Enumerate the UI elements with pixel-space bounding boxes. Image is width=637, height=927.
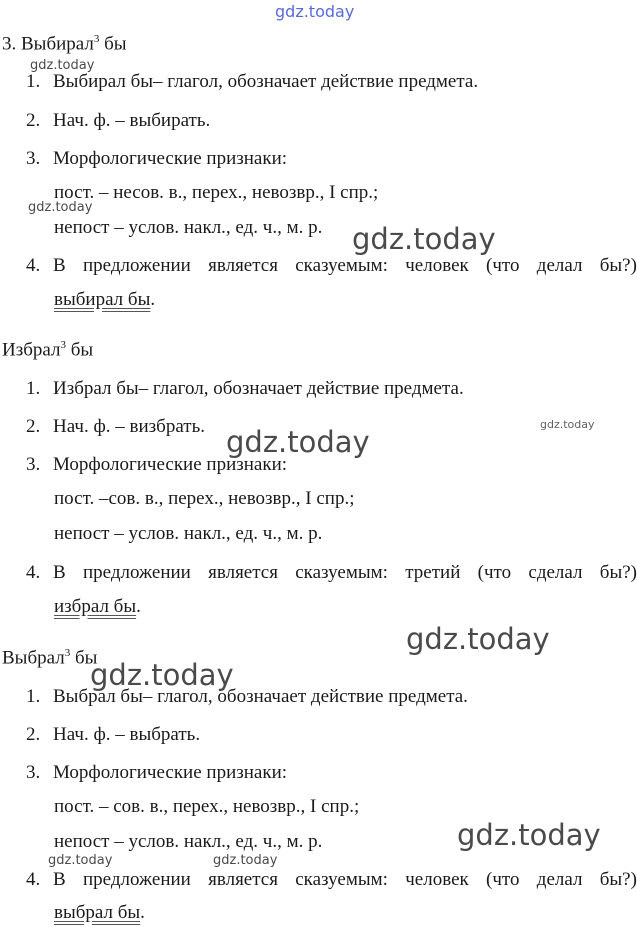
item-text: Выбрал бы– глагол, обозначает действие предмета. <box>53 686 468 707</box>
item-word: является <box>208 562 278 583</box>
item-word: человек <box>405 869 469 890</box>
item-number: 1. <box>26 686 41 707</box>
watermark: gdz.today <box>28 200 93 215</box>
item-word: сказуемым: <box>295 869 388 890</box>
item-word: сделал <box>528 562 583 583</box>
heading-sup: 3 <box>64 647 71 659</box>
list-item <box>26 378 464 400</box>
item-word: бы?) <box>599 255 637 276</box>
item-number: 3. <box>26 454 41 475</box>
item-text: Морфологические признаки: <box>53 148 288 169</box>
watermark: gdz.today <box>90 658 234 692</box>
section-heading <box>2 642 97 669</box>
heading-text: Выбрал <box>2 647 65 669</box>
item-word: бы?) <box>599 869 637 890</box>
item-number: 3. <box>26 762 41 783</box>
item-text: Нач. ф. – выбрать. <box>53 724 201 745</box>
item-word: предложении <box>82 869 191 890</box>
list-item <box>26 255 637 277</box>
watermark: gdz.today <box>406 622 550 656</box>
list-item <box>26 762 287 784</box>
item-word: (что <box>486 255 520 276</box>
section-heading <box>2 28 127 55</box>
watermark: gdz.today <box>226 425 370 459</box>
item-text: Морфологические признаки: <box>53 454 288 475</box>
feature-line: пост. – сов. в., перех., невозвр., I спр.; <box>54 796 360 817</box>
item-text: Нач. ф. – выбирать. <box>53 110 211 131</box>
predicate-answer: избрал бы <box>54 596 137 617</box>
item-text: Нач. ф. – визбрать. <box>53 416 205 437</box>
item-number: 1. <box>26 378 41 399</box>
item-number: 1. <box>26 71 41 92</box>
section-heading <box>2 334 93 361</box>
predicate-answer: выбирал бы <box>54 289 151 310</box>
answer-line <box>54 289 155 311</box>
item-number: 2. <box>26 110 41 131</box>
list-item <box>26 416 205 438</box>
watermark: gdz.today <box>213 853 278 868</box>
answer-tail: . <box>136 596 141 617</box>
watermark: gdz.today <box>352 222 496 256</box>
item-word: делал <box>536 869 583 890</box>
list-item <box>26 148 287 170</box>
feature-line: непост – услов. накл., ед. ч., м. р. <box>54 523 323 544</box>
feature-line: непост – услов. накл., ед. ч., м. р. <box>54 831 323 852</box>
item-number: 4. <box>26 562 41 583</box>
item-word: делал <box>536 255 583 276</box>
heading-tail: бы <box>70 647 98 669</box>
list-item <box>26 110 210 132</box>
item-word: третий <box>405 562 461 583</box>
predicate-answer: выбрал бы <box>54 902 141 923</box>
heading-text: Избрал <box>2 339 61 361</box>
item-word: В <box>53 255 66 276</box>
list-item <box>26 724 200 746</box>
item-number: 2. <box>26 416 41 437</box>
watermark: gdz.today <box>48 853 113 868</box>
feature-line: пост. –сов. в., перех., невозвр., I спр.; <box>54 488 355 509</box>
watermark: gdz.today <box>457 818 601 852</box>
item-word: является <box>208 869 278 890</box>
item-word: В <box>53 562 66 583</box>
item-word: (что <box>486 869 520 890</box>
list-item <box>26 454 287 476</box>
watermark: gdz.today <box>540 418 595 431</box>
feature-line: пост. – несов. в., перех., невозвр., I спр.; <box>54 182 379 203</box>
item-word: предложении <box>82 255 191 276</box>
heading-text: 3. Выбирал <box>2 33 94 55</box>
item-word: сказуемым: <box>295 562 388 583</box>
list-item <box>26 562 637 584</box>
answer-tail: . <box>140 902 145 923</box>
item-word: является <box>208 255 278 276</box>
item-word: В <box>53 869 66 890</box>
item-number: 3. <box>26 148 41 169</box>
heading-tail: бы <box>65 339 94 361</box>
heading-sup: 3 <box>93 33 100 45</box>
heading-tail: бы <box>99 33 127 55</box>
answer-line <box>54 902 145 924</box>
item-word: сказуемым: <box>295 255 388 276</box>
list-item <box>26 869 637 891</box>
item-word: человек <box>405 255 469 276</box>
item-number: 2. <box>26 724 41 745</box>
item-word: (что <box>477 562 512 583</box>
answer-tail: . <box>150 289 156 310</box>
answer-line <box>54 596 141 618</box>
list-item <box>26 71 478 93</box>
item-text: Избрал бы– глагол, обозначает действие предмета. <box>53 378 464 399</box>
item-number: 4. <box>26 869 41 890</box>
item-text: Морфологические признаки: <box>53 762 288 783</box>
watermark: gdz.today <box>30 58 95 73</box>
list-item <box>26 686 468 708</box>
heading-sup: 3 <box>60 339 66 351</box>
watermark: gdz.today <box>275 2 355 21</box>
item-text: Выбирал бы– глагол, обозначает действие предмета. <box>53 71 479 92</box>
item-word: предложении <box>82 562 191 583</box>
feature-line: непост – услов. накл., ед. ч., м. р. <box>54 217 323 238</box>
item-word: бы?) <box>599 562 637 583</box>
item-number: 4. <box>26 255 41 276</box>
